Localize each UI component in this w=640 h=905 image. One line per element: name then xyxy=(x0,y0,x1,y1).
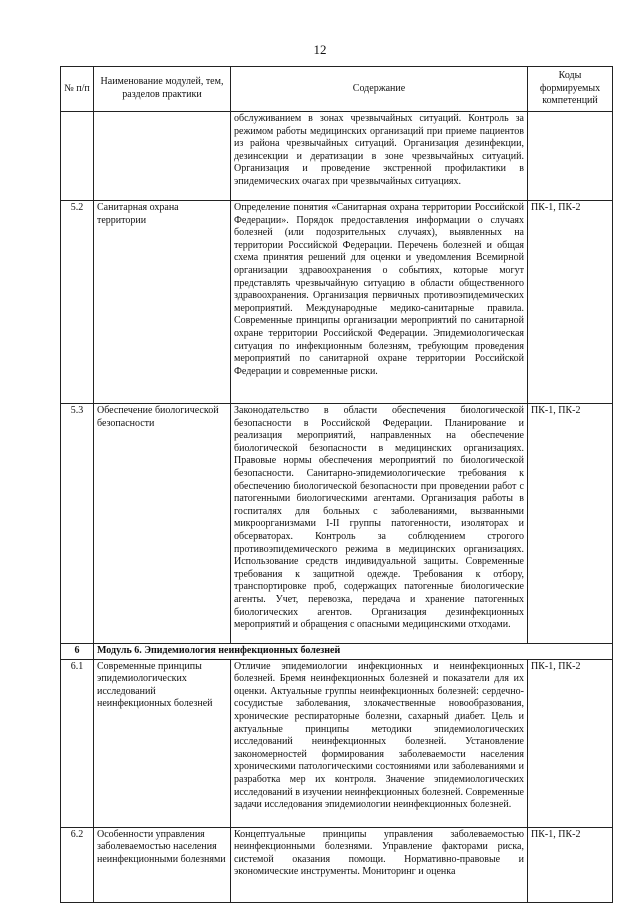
row-name xyxy=(94,112,231,201)
row-name: Обеспечение биологической безопасности xyxy=(94,404,231,644)
row-num xyxy=(61,112,94,201)
row-codes: ПК-1, ПК-2 xyxy=(528,827,613,902)
row-codes: ПК-1, ПК-2 xyxy=(528,404,613,644)
row-content: Законодательство в области обеспечения биологической безопасности в Российской Федерации. Планирование и реализация мероприятий, направленных на обеспечение биологической безопасности в медицинских организациях. Правовые нормы обеспечения мероприятий по биологической безопасности. Санитарно-эпидемиологические требования к обеспечению биологической безопасности при проведении работ с патогенными биологическими агентами. Организация работы в госпиталях для больных с заболеваниями, вызванными микроорганизмами I-II группы патогенности, изоляторах и обсерваторах. Контроль за соблюдением строгого противоэпидемического режима в медицинских организациях. Использование средств индивидуальной защиты. Современные требования к защитной одежде. Требования к отбору, транспортировке проб, содержащих патогенные биологические агенты. Учет, перевозка, передача и хранение патогенных биологических агентов. Организация дезинфекционных мероприятий и обращения с опасными медицинскими отходами. xyxy=(231,404,528,644)
module-row xyxy=(61,644,613,660)
row-content: обслуживанием в зонах чрезвычайных ситуаций. Контроль за режимом работы медицинских организаций при приеме пациентов из района чрезвычайных ситуаций. Организация дезинфекции, дезинсекции и дератизации в зоне чрезвычайных ситуаций. Организация и проведение экстренной профилактики в эпидемических очагах при чрезвычайных ситуациях. xyxy=(231,112,528,201)
row-codes: ПК-1, ПК-2 xyxy=(528,201,613,404)
row-content: Концептуальные принципы управления заболеваемостью неинфекционными болезнями. Управление факторами риска, системой оказания помощи. Нормативно-правовые и экономические инструменты. Мониторинг и оценка xyxy=(231,827,528,902)
header-num: № п/п xyxy=(61,67,94,112)
table-row xyxy=(61,659,613,827)
row-name: Современные принципы эпидемиологических исследований неинфекционных болезней xyxy=(94,659,231,827)
row-content: Отличие эпидемиологии инфекционных и неинфекционных болезней. Бремя неинфекционных болезней и показатели для их оценки. Актуальные группы неинфекционных болезней: сердечно-сосудистые заболевания, злокачественные новообразования, хронические респираторные болезни, сахарный диабет. Цель и актуальные принципы методики эпидемиологических исследований неинфекционных болезней. Установление закономерностей формирования заболеваемости населения хроническими патологическими состояниями или заболеваниями и разработка мер их контроля. Значение эпидемиологических исследований в изучении неинфекционных болезней. Современные задачи исследования эпидемиологии неинфекционных болезней. xyxy=(231,659,528,827)
row-num: 6.1 xyxy=(61,659,94,827)
header-content: Содержание xyxy=(231,67,528,112)
row-content: Определение понятия «Санитарная охрана территории Российской Федерации». Порядок предоставления информации о случаях болезней (или подозрительных случаях), выявленных на территории Российской Федерации. Перечень болезней и общая схема принятия решений для оценки и уведомления Всемирной организации здравоохранения о событиях, которые могут представлять чрезвычайную ситуацию в области общественного здравоохранения. Организация первичных противоэпидемических мероприятий. Международные медико-санитарные правила. Современные принципы организации мероприятий по санитарной охране территории Российской Федерации. Эпидемиологическая ситуация по инфекционным болезням, требующим проведения мероприятий по санитарной охране территории Российской Федерации и современные риски. xyxy=(231,201,528,404)
table-header-row xyxy=(61,67,613,112)
row-name: Санитарная охрана территории xyxy=(94,201,231,404)
row-codes: ПК-1, ПК-2 xyxy=(528,659,613,827)
row-codes xyxy=(528,112,613,201)
table-row xyxy=(61,827,613,902)
header-name: Наименование модулей, тем, разделов практики xyxy=(94,67,231,112)
row-num: 6.2 xyxy=(61,827,94,902)
curriculum-table xyxy=(60,66,613,903)
table-row xyxy=(61,404,613,644)
page-number: 12 xyxy=(313,42,327,57)
row-name: Особенности управления заболеваемостью населения неинфекционными болезнями xyxy=(94,827,231,902)
module-num: 6 xyxy=(61,644,94,660)
module-title: Модуль 6. Эпидемиология неинфекционных болезней xyxy=(94,644,613,660)
row-num: 5.2 xyxy=(61,201,94,404)
row-num: 5.3 xyxy=(61,404,94,644)
header-codes: Коды формируемых компетенций xyxy=(528,67,613,112)
table-row xyxy=(61,201,613,404)
table-row xyxy=(61,112,613,201)
